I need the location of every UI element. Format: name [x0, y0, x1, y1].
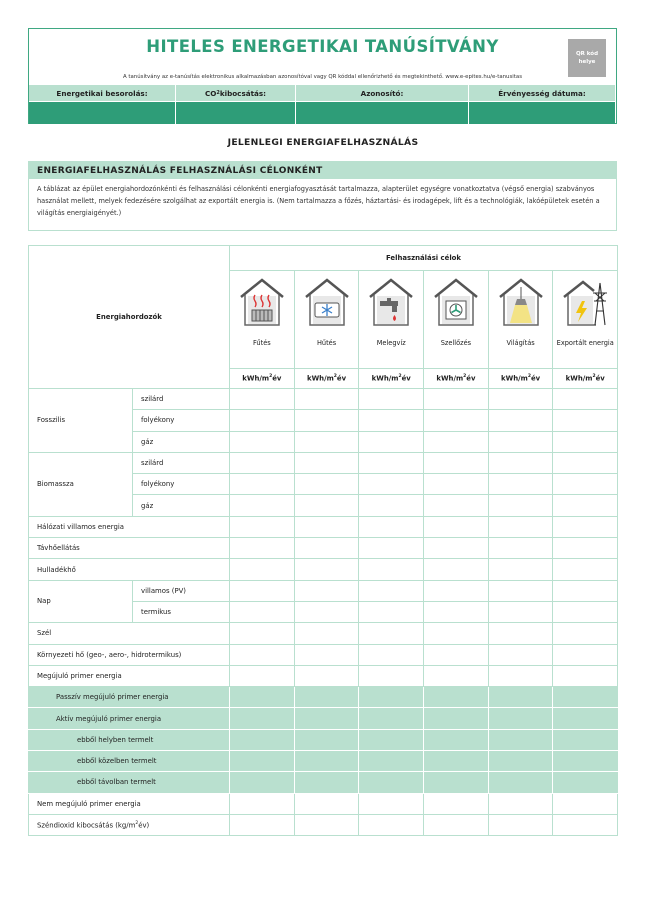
value-cell[interactable]	[230, 644, 295, 665]
unit-post: év	[530, 374, 541, 383]
value-cell[interactable]	[553, 644, 618, 665]
unit-label	[424, 369, 489, 389]
carrier-sub-label: termikus	[133, 601, 230, 622]
carrier-sub-label: folyékony	[133, 474, 230, 495]
unit-post: év	[595, 374, 605, 383]
field-co2-emission-label	[176, 85, 295, 101]
value-cell[interactable]	[359, 665, 424, 686]
value-cell[interactable]	[488, 793, 553, 814]
value-cell[interactable]	[230, 389, 295, 410]
carrier-label: Távhőellátás	[29, 538, 230, 559]
value-cell[interactable]	[553, 516, 618, 537]
purpose-cooling	[294, 271, 359, 369]
carrier-sub-label: szilárd	[133, 389, 230, 410]
value-cell[interactable]	[424, 559, 489, 580]
co2-label-sub: 2	[216, 90, 220, 96]
shaded-row	[29, 687, 618, 708]
purpose-label: Világítás	[506, 338, 535, 347]
value-cell[interactable]	[488, 751, 553, 772]
unit-text: kWh/m	[242, 374, 270, 383]
value-cell[interactable]	[424, 538, 489, 559]
description-heading: ENERGIAFELHASZNÁLÁS FELHASZNÁLÁSI CÉLONKÉNT	[29, 162, 616, 179]
table-row	[29, 516, 618, 537]
value-cell[interactable]	[230, 665, 295, 686]
value-cell[interactable]	[424, 601, 489, 622]
value-cell[interactable]	[294, 538, 359, 559]
co2-label-post: kibocsátás:	[219, 88, 267, 98]
unit-post: év	[401, 374, 411, 383]
carrier-label: Megújuló primer energia	[29, 665, 230, 686]
value-cell[interactable]	[359, 431, 424, 452]
carrier-sub-label: gáz	[133, 431, 230, 452]
value-cell[interactable]	[553, 623, 618, 644]
renewable-label: Aktív megújuló primer energia	[29, 708, 230, 729]
table-row	[29, 538, 618, 559]
purpose-label: Szellőzés	[440, 338, 472, 347]
value-cell[interactable]	[230, 431, 295, 452]
unit-sup: 2	[398, 374, 402, 380]
value-cell[interactable]	[230, 623, 295, 644]
field-identifier-value	[296, 101, 468, 124]
value-cell[interactable]	[424, 772, 489, 793]
purpose-ventilation	[424, 271, 489, 369]
value-cell[interactable]	[488, 814, 553, 835]
purpose-hot-water	[359, 271, 424, 369]
unit-post: év	[336, 374, 347, 383]
value-cell[interactable]	[424, 431, 489, 452]
value-cell[interactable]	[424, 389, 489, 410]
carrier-label: Környezeti hő (geo-, aero-, hidrotermikus)	[29, 644, 230, 665]
value-cell[interactable]	[553, 495, 618, 516]
value-cell[interactable]	[488, 623, 553, 644]
value-cell[interactable]	[230, 495, 295, 516]
value-cell[interactable]	[488, 410, 553, 431]
field-identifier-label: Azonosító:	[296, 85, 468, 101]
value-cell[interactable]	[230, 474, 295, 495]
carrier-group-label: Nap	[29, 580, 133, 623]
value-cell[interactable]	[359, 580, 424, 601]
value-cell[interactable]	[359, 793, 424, 814]
section-title: JELENLEGI ENERGIAFELHASZNÁLÁS	[227, 137, 419, 148]
field-co2-emission-value	[176, 101, 295, 124]
value-cell[interactable]	[294, 814, 359, 835]
value-cell[interactable]	[230, 751, 295, 772]
value-cell[interactable]	[230, 814, 295, 835]
value-cell[interactable]	[553, 580, 618, 601]
description-text: A táblázat az épület energiahordozónkénti és felhasználási célonkénti energiafogyasztását tartalmazza, alapterület egységre vonatkoztatva (végső energia) szabványos használat mellett, melyek fedezésére szolgálhat az exportált energia is. (Nem tartalmazza a főzés, háztartási- és irodagépek, lift és a technológiák, lakóépületek esetén a világítás energiaigényét.)	[37, 185, 600, 218]
field-energy-rating	[29, 85, 176, 124]
value-cell[interactable]	[553, 474, 618, 495]
value-cell[interactable]	[359, 814, 424, 835]
field-co2-emission	[176, 85, 296, 124]
value-cell[interactable]	[488, 389, 553, 410]
value-cell[interactable]	[359, 644, 424, 665]
table-body	[29, 389, 618, 836]
value-cell[interactable]	[294, 601, 359, 622]
value-cell[interactable]	[294, 495, 359, 516]
value-cell[interactable]	[424, 516, 489, 537]
value-cell[interactable]	[294, 772, 359, 793]
value-cell[interactable]	[488, 580, 553, 601]
value-cell[interactable]	[488, 474, 553, 495]
unit-label	[294, 369, 359, 389]
value-cell[interactable]	[294, 644, 359, 665]
value-cell[interactable]	[424, 729, 489, 750]
value-cell[interactable]	[488, 644, 553, 665]
table-row	[29, 623, 618, 644]
renewable-label: Passzív megújuló primer energia	[29, 687, 230, 708]
certificate-header	[28, 28, 617, 124]
field-energy-rating-value	[29, 101, 175, 124]
unit-text: kWh/m	[565, 374, 593, 383]
table-row	[29, 665, 618, 686]
renewable-label: ebből közelben termelt	[29, 751, 230, 772]
table-row	[29, 580, 618, 601]
energy-table	[28, 245, 618, 836]
value-cell[interactable]	[424, 665, 489, 686]
value-cell[interactable]	[553, 814, 618, 835]
value-cell[interactable]	[553, 601, 618, 622]
carrier-sub-label: villamos (PV)	[133, 580, 230, 601]
unit-text: kWh/m	[436, 374, 464, 383]
unit-sup: 2	[269, 374, 273, 380]
value-cell[interactable]	[424, 452, 489, 473]
certificate-title: HITELES ENERGETIKAI TANÚSÍTVÁNY	[146, 37, 499, 56]
table-row	[29, 814, 618, 835]
unit-label	[488, 369, 553, 389]
value-cell[interactable]	[230, 559, 295, 580]
value-cell[interactable]	[294, 389, 359, 410]
value-cell[interactable]	[294, 516, 359, 537]
table-row	[29, 644, 618, 665]
value-cell[interactable]	[230, 580, 295, 601]
unit-label	[230, 369, 295, 389]
shaded-row	[29, 772, 618, 793]
header-fields	[29, 85, 616, 124]
unit-post: év	[466, 374, 476, 383]
value-cell[interactable]	[359, 559, 424, 580]
value-cell[interactable]	[230, 538, 295, 559]
value-cell[interactable]	[230, 452, 295, 473]
value-cell[interactable]	[424, 687, 489, 708]
carrier-label: Hulladékhő	[29, 559, 230, 580]
value-cell[interactable]	[488, 687, 553, 708]
unit-label	[359, 369, 424, 389]
renewable-label: ebből távolban termelt	[29, 772, 230, 793]
value-cell[interactable]	[359, 538, 424, 559]
value-cell[interactable]	[488, 431, 553, 452]
value-cell[interactable]	[294, 793, 359, 814]
value-cell[interactable]	[553, 538, 618, 559]
table-row	[29, 452, 618, 473]
hot-water-icon	[366, 277, 416, 329]
value-cell[interactable]	[488, 559, 553, 580]
value-cell[interactable]	[359, 751, 424, 772]
value-cell[interactable]	[424, 708, 489, 729]
carrier-sub-label: folyékony	[133, 410, 230, 431]
value-cell[interactable]	[230, 601, 295, 622]
qr-code-placeholder: QR kód helye	[568, 39, 606, 77]
value-cell[interactable]	[359, 687, 424, 708]
verification-note: A tanúsítvány az e-tanúsítás elektronikus alkalmazásban azonosítóval vagy QR kóddal ellenőrizhető és megtekinthető. www.e-epites.hu/e-tanusitas	[122, 74, 523, 80]
value-cell[interactable]	[359, 623, 424, 644]
table-row	[29, 793, 618, 814]
value-cell[interactable]	[488, 729, 553, 750]
purposes-header: Felhasználási célok	[230, 246, 618, 271]
value-cell[interactable]	[553, 410, 618, 431]
value-cell[interactable]	[359, 452, 424, 473]
value-cell[interactable]	[553, 389, 618, 410]
co2-row-sup: 2	[135, 820, 139, 826]
value-cell[interactable]	[488, 495, 553, 516]
value-cell[interactable]	[424, 410, 489, 431]
value-cell[interactable]	[553, 708, 618, 729]
exported-energy-icon	[560, 277, 610, 329]
value-cell[interactable]	[294, 580, 359, 601]
value-cell[interactable]	[488, 516, 553, 537]
value-cell[interactable]	[359, 729, 424, 750]
carrier-sub-label: szilárd	[133, 452, 230, 473]
value-cell[interactable]	[553, 729, 618, 750]
cooling-icon	[302, 277, 352, 329]
purpose-heating	[230, 271, 295, 369]
value-cell[interactable]	[230, 772, 295, 793]
unit-text: kWh/m	[501, 374, 528, 383]
field-identifier	[296, 85, 469, 124]
unit-text: kWh/m	[371, 374, 399, 383]
lighting-icon	[496, 277, 546, 329]
value-cell[interactable]	[294, 410, 359, 431]
field-energy-rating-label: Energetikai besorolás:	[29, 85, 175, 101]
shaded-row	[29, 729, 618, 750]
purpose-label: Hűtés	[316, 338, 337, 347]
value-cell[interactable]	[294, 559, 359, 580]
co2-row-label	[29, 814, 230, 835]
carrier-label: Szél	[29, 623, 230, 644]
value-cell[interactable]	[424, 495, 489, 516]
unit-sup: 2	[592, 374, 596, 380]
unit-sup: 2	[333, 374, 337, 380]
field-validity-date	[469, 85, 615, 124]
value-cell[interactable]	[424, 580, 489, 601]
value-cell[interactable]	[294, 452, 359, 473]
co2-label-text: CO	[204, 88, 217, 98]
value-cell[interactable]	[230, 516, 295, 537]
value-cell[interactable]	[488, 601, 553, 622]
renewable-label: ebből helyben termelt	[29, 729, 230, 750]
value-cell[interactable]	[553, 751, 618, 772]
value-cell[interactable]	[488, 708, 553, 729]
unit-sup: 2	[527, 374, 531, 380]
value-cell[interactable]	[359, 474, 424, 495]
co2-row-post: év)	[138, 821, 150, 830]
value-cell[interactable]	[294, 665, 359, 686]
unit-sup: 2	[463, 374, 467, 380]
value-cell[interactable]	[230, 708, 295, 729]
purpose-lighting	[488, 271, 553, 369]
value-cell[interactable]	[230, 729, 295, 750]
value-cell[interactable]	[553, 687, 618, 708]
unit-text: kWh/m	[306, 374, 334, 383]
value-cell[interactable]	[424, 623, 489, 644]
value-cell[interactable]	[553, 772, 618, 793]
value-cell[interactable]	[294, 708, 359, 729]
co2-row-text: Széndioxid kibocsátás (kg/m	[37, 821, 136, 830]
value-cell[interactable]	[359, 708, 424, 729]
value-cell[interactable]	[488, 452, 553, 473]
table-row	[29, 389, 618, 410]
ventilation-icon	[431, 277, 481, 329]
field-validity-date-label: Érvényesség dátuma:	[469, 85, 615, 101]
value-cell[interactable]	[553, 665, 618, 686]
value-cell[interactable]	[424, 474, 489, 495]
carrier-group-label: Biomassza	[29, 452, 133, 516]
shaded-row	[29, 708, 618, 729]
value-cell[interactable]	[488, 772, 553, 793]
value-cell[interactable]	[424, 644, 489, 665]
value-cell[interactable]	[359, 410, 424, 431]
value-cell[interactable]	[424, 793, 489, 814]
value-cell[interactable]	[294, 729, 359, 750]
unit-post: év	[272, 374, 282, 383]
carrier-group-label: Fosszilis	[29, 389, 133, 453]
value-cell[interactable]	[294, 623, 359, 644]
shaded-row	[29, 751, 618, 772]
nonrenewable-label: Nem megújuló primer energia	[29, 793, 230, 814]
value-cell[interactable]	[359, 495, 424, 516]
purpose-label: Fűtés	[253, 338, 271, 347]
value-cell[interactable]	[424, 751, 489, 772]
value-cell[interactable]	[553, 559, 618, 580]
value-cell[interactable]	[553, 452, 618, 473]
value-cell[interactable]	[294, 751, 359, 772]
carrier-sub-label: gáz	[133, 495, 230, 516]
value-cell[interactable]	[294, 431, 359, 452]
value-cell[interactable]	[359, 516, 424, 537]
value-cell[interactable]	[488, 665, 553, 686]
purpose-label: Exportált energia	[556, 338, 614, 347]
purpose-label: Melegvíz	[376, 338, 406, 347]
value-cell[interactable]	[294, 687, 359, 708]
table-row	[29, 559, 618, 580]
value-cell[interactable]	[424, 814, 489, 835]
value-cell[interactable]	[359, 772, 424, 793]
value-cell[interactable]	[553, 793, 618, 814]
value-cell[interactable]	[359, 601, 424, 622]
carrier-label: Hálózati villamos energia	[29, 516, 230, 537]
field-validity-date-value	[469, 101, 615, 124]
value-cell[interactable]	[230, 793, 295, 814]
value-cell[interactable]	[359, 389, 424, 410]
value-cell[interactable]	[230, 687, 295, 708]
value-cell[interactable]	[230, 410, 295, 431]
description-box	[28, 161, 617, 231]
value-cell[interactable]	[294, 474, 359, 495]
heating-icon	[237, 277, 287, 329]
unit-label	[553, 369, 618, 389]
value-cell[interactable]	[553, 431, 618, 452]
carriers-header: Energiahordozók	[29, 246, 230, 389]
value-cell[interactable]	[488, 538, 553, 559]
purpose-exported-energy	[553, 271, 618, 369]
